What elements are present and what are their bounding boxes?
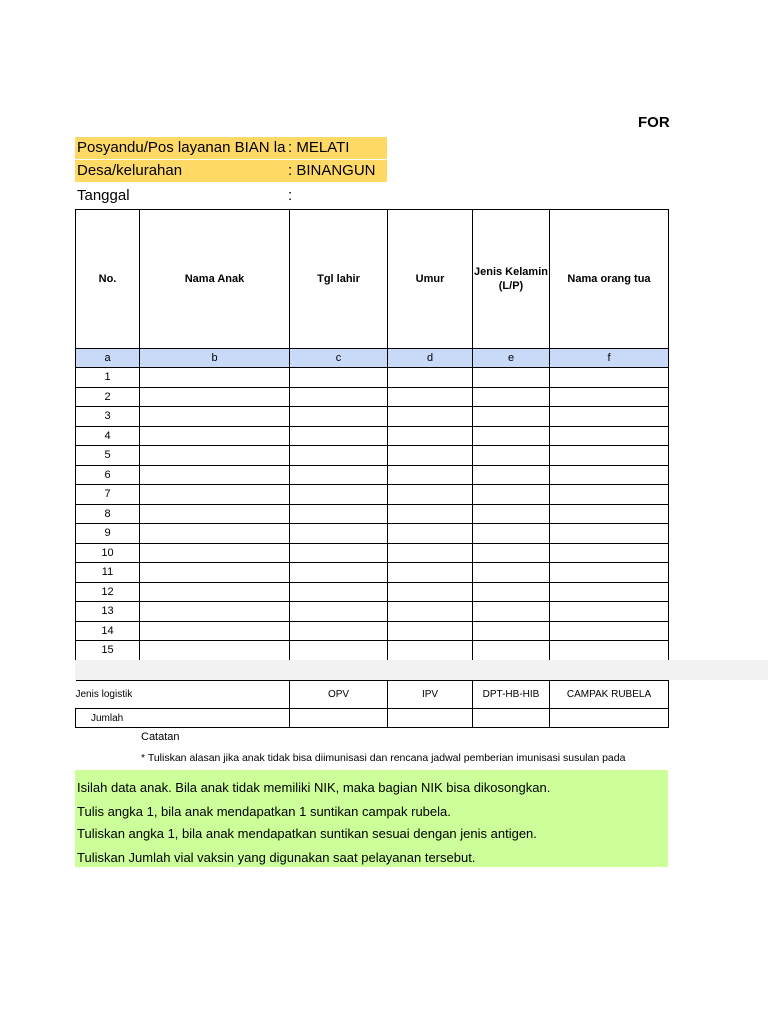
table-cell[interactable] [550,485,669,505]
table-cell[interactable] [140,524,290,544]
table-cell[interactable] [550,407,669,427]
posyandu-label: Posyandu/Pos layanan BIAN la [77,139,286,156]
logistik-ipv: IPV [388,681,473,709]
table-cell[interactable] [388,426,473,446]
table-cell[interactable] [140,485,290,505]
table-cell[interactable] [140,504,290,524]
catatan-label: Catatan [141,731,180,743]
table-row [76,465,669,485]
column-header-row [76,210,669,349]
col-tgl-lahir: Tgl lahir [290,210,388,349]
table-cell[interactable] [473,368,550,388]
children-table [75,209,669,661]
row-number: 12 [76,582,140,602]
table-cell[interactable] [140,387,290,407]
table-cell[interactable] [290,426,388,446]
table-cell[interactable] [140,426,290,446]
instruction-line: Tuliskan angka 1, bila anak mendapatkan suntikan sesuai dengan jenis antigen. [77,826,537,841]
table-cell[interactable] [290,602,388,622]
col-no: No. [76,210,140,349]
form-title: FOR [638,114,670,131]
row-number: 5 [76,446,140,466]
table-cell[interactable] [550,543,669,563]
table-cell[interactable] [550,465,669,485]
table-cell[interactable] [290,407,388,427]
table-cell[interactable] [550,563,669,583]
instruction-line: Tulis angka 1, bila anak mendapatkan 1 suntikan campak rubela. [77,804,451,819]
logistik-row [76,681,669,709]
row-number: 2 [76,387,140,407]
table-cell[interactable] [140,602,290,622]
table-cell[interactable] [290,621,388,641]
table-row [76,387,669,407]
table-cell[interactable] [473,582,550,602]
table-cell[interactable] [388,524,473,544]
table-cell[interactable] [388,504,473,524]
table-cell[interactable] [388,582,473,602]
table-row [76,602,669,622]
table-cell[interactable] [550,446,669,466]
letter-c: c [290,349,388,368]
logistik-dpt: DPT-HB-HIB [473,681,550,709]
table-cell[interactable] [388,407,473,427]
table-cell[interactable] [473,543,550,563]
table-cell[interactable] [140,407,290,427]
table-cell[interactable] [290,387,388,407]
table-cell[interactable] [290,446,388,466]
table-cell[interactable] [473,387,550,407]
table-cell[interactable] [388,485,473,505]
row-number: 8 [76,504,140,524]
table-cell[interactable] [473,563,550,583]
logistik-table [75,680,669,728]
posyandu-value: : MELATI [288,139,350,156]
table-cell[interactable] [473,602,550,622]
row-number: 9 [76,524,140,544]
table-cell[interactable] [473,446,550,466]
desa-row [75,160,387,182]
table-cell[interactable] [290,641,388,661]
letter-d: d [388,349,473,368]
table-cell[interactable] [473,426,550,446]
table-cell[interactable] [140,446,290,466]
table-cell[interactable] [473,524,550,544]
letter-a: a [76,349,140,368]
logistik-label: Jenis logistik [76,681,290,709]
table-cell[interactable] [473,465,550,485]
table-cell[interactable] [290,524,388,544]
posyandu-row [75,137,387,159]
table-cell[interactable] [290,465,388,485]
table-cell[interactable] [550,641,669,661]
table-row [76,485,669,505]
table-cell[interactable] [388,641,473,661]
table-row [76,641,669,661]
row-number: 15 [76,641,140,661]
table-row [76,563,669,583]
col-jenis-kelamin: Jenis Kelamin (L/P) [473,210,550,349]
tanggal-row [75,185,387,207]
table-cell[interactable] [290,485,388,505]
table-cell[interactable] [473,407,550,427]
jumlah-row [76,709,669,728]
catatan-note: * Tuliskan alasan jika anak tidak bisa diimunisasi dan rencana jadwal pemberian imunisasi susulan pada [141,752,626,764]
table-cell[interactable] [140,621,290,641]
logistik-opv: OPV [290,681,388,709]
table-cell[interactable] [140,641,290,661]
table-cell[interactable] [290,563,388,583]
desa-label: Desa/kelurahan [77,162,183,179]
jumlah-ipv[interactable] [388,709,473,728]
letter-b: b [140,349,290,368]
table-cell[interactable] [550,504,669,524]
col-nama-orang-tua: Nama orang tua [550,210,669,349]
table-cell[interactable] [550,387,669,407]
instructions-box [75,770,668,867]
separator-band [75,660,768,680]
table-cell[interactable] [550,426,669,446]
table-row [76,446,669,466]
tanggal-label: Tanggal [77,187,130,204]
table-cell[interactable] [550,524,669,544]
table-cell[interactable] [140,563,290,583]
table-cell[interactable] [388,465,473,485]
row-number: 10 [76,543,140,563]
table-cell[interactable] [473,621,550,641]
table-cell[interactable] [550,368,669,388]
row-number: 14 [76,621,140,641]
letter-f: f [550,349,669,368]
table-cell[interactable] [473,485,550,505]
row-number: 11 [76,563,140,583]
table-cell[interactable] [388,387,473,407]
table-cell[interactable] [550,621,669,641]
jumlah-campak[interactable] [550,709,669,728]
table-row [76,504,669,524]
table-cell[interactable] [140,368,290,388]
table-row [76,543,669,563]
tanggal-value: : [288,187,293,204]
jumlah-dpt[interactable] [473,709,550,728]
table-cell[interactable] [388,368,473,388]
row-number: 3 [76,407,140,427]
table-cell[interactable] [290,582,388,602]
row-number: 7 [76,485,140,505]
table-cell[interactable] [473,504,550,524]
col-nama-anak: Nama Anak [140,210,290,349]
table-row [76,426,669,446]
table-cell[interactable] [388,543,473,563]
logistik-campak: CAMPAK RUBELA [550,681,669,709]
instruction-line: Tuliskan Jumlah vial vaksin yang digunakan saat pelayanan tersebut. [77,850,476,865]
col-umur: Umur [388,210,473,349]
table-row [76,524,669,544]
table-row [76,621,669,641]
letter-e: e [473,349,550,368]
table-cell[interactable] [290,368,388,388]
table-cell[interactable] [388,621,473,641]
table-cell[interactable] [140,543,290,563]
table-cell[interactable] [140,582,290,602]
desa-value: : BINANGUN [288,162,376,179]
table-cell[interactable] [388,446,473,466]
table-cell[interactable] [550,582,669,602]
table-cell[interactable] [290,504,388,524]
table-row [76,407,669,427]
column-letter-row [76,349,669,368]
jumlah-opv[interactable] [290,709,388,728]
table-cell[interactable] [290,543,388,563]
table-cell[interactable] [550,602,669,622]
row-number: 6 [76,465,140,485]
row-number: 1 [76,368,140,388]
table-cell[interactable] [388,563,473,583]
instruction-line: Isilah data anak. Bila anak tidak memiliki NIK, maka bagian NIK bisa dikosongkan. [77,780,551,795]
table-cell[interactable] [473,641,550,661]
row-number: 4 [76,426,140,446]
table-cell[interactable] [140,465,290,485]
table-row [76,582,669,602]
row-number: 13 [76,602,140,622]
table-row [76,368,669,388]
table-cell[interactable] [388,602,473,622]
jumlah-label: Jumlah [76,709,290,728]
